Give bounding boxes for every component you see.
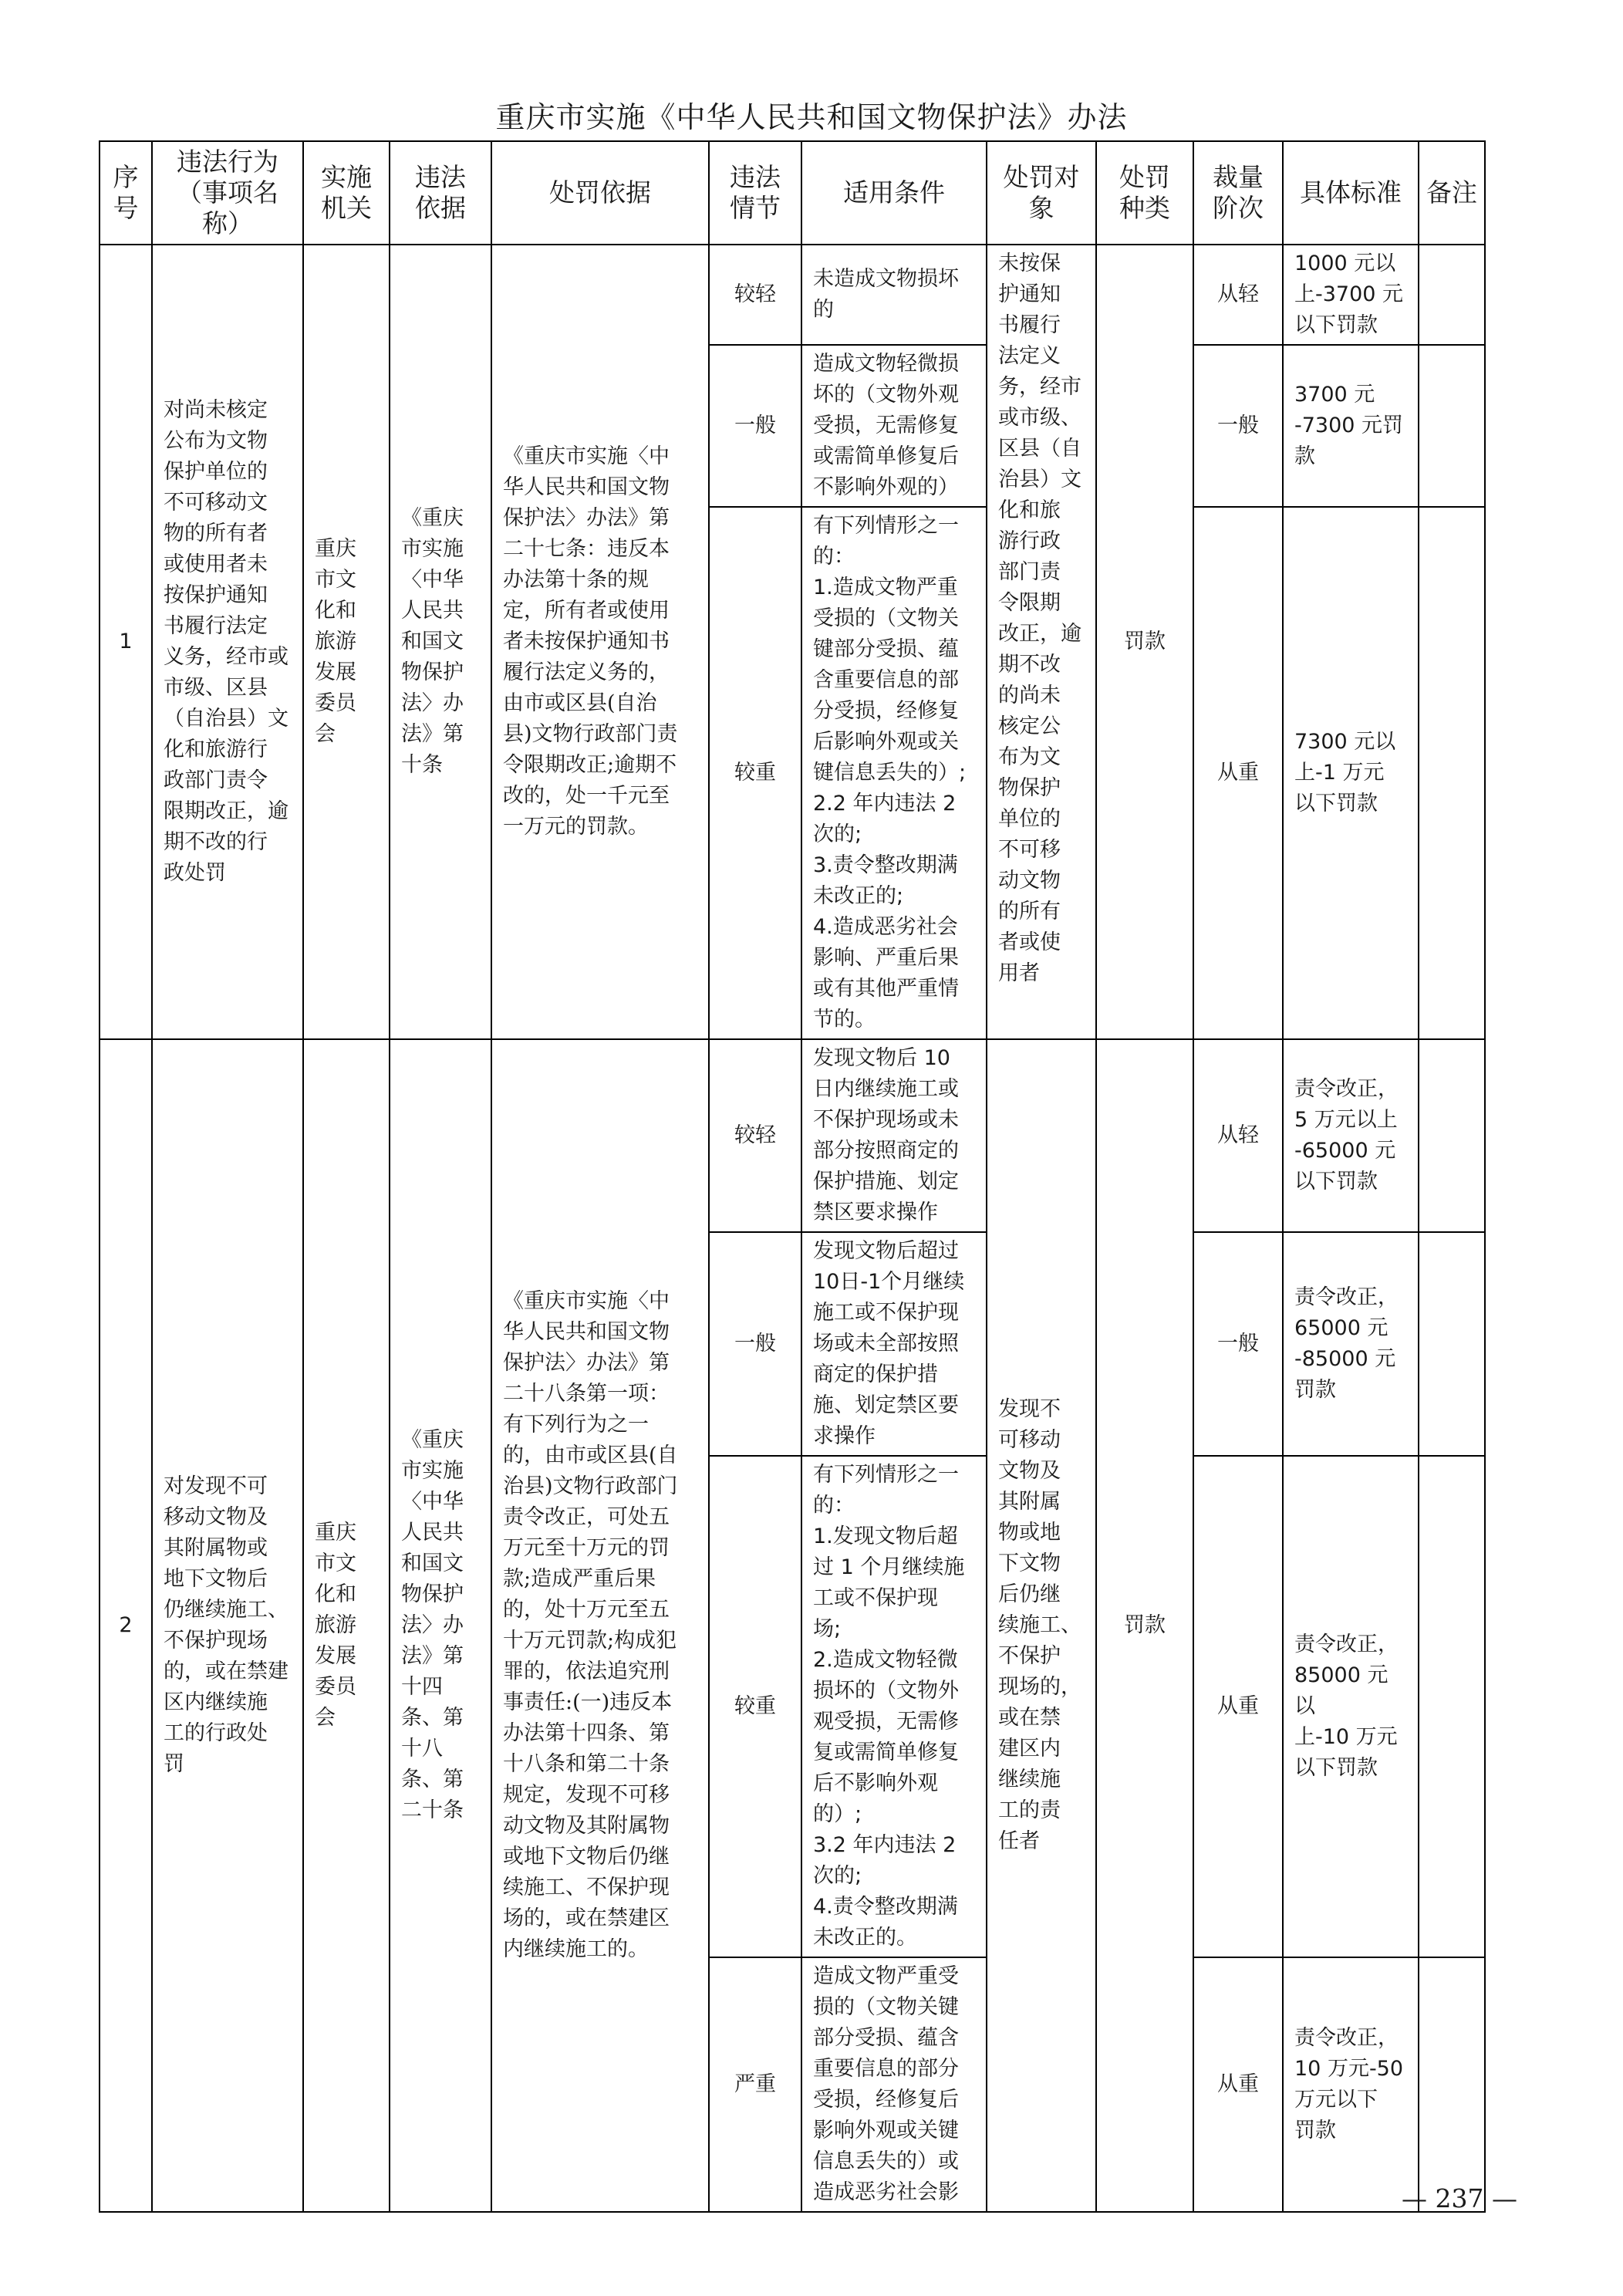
row-standard: 责令改正， 5 万元以上 -65000 元 以下罚款 — [1283, 1039, 1419, 1232]
row-condition: 有下列情形之一 的： 1.发现文物后超 过 1 个月继续施 工或不保护现 场; 2.造成文物轻微 损坏的（文物外 观受损，无需修 复或需简单修复 后不影响外观 的）; 3.2 年内违法 2 次的; 4.责令整改期满 未改正的。 — [801, 1456, 987, 1957]
header-kind: 处罚 种类 — [1096, 141, 1193, 245]
row-standard: 责令改正， 10 万元-50 万元以下 罚款 — [1283, 1957, 1419, 2212]
page-number: — 237 — — [1402, 2183, 1517, 2213]
header-act: 违法行为 （事项名 称） — [152, 141, 303, 245]
row-basis: 《重庆 市实施 〈中华 人民共 和国文 物保护 法〉办 法》第 十条 — [390, 245, 491, 1039]
row-circumstance: 一般 — [709, 1232, 801, 1456]
row-condition: 发现文物后 10 日内继续施工或 不保护现场或未 部分按照商定的 保护措施、划定 禁区要求操作 — [801, 1039, 987, 1232]
header-standard: 具体标准 — [1283, 141, 1419, 245]
row-kind: 罚款 — [1096, 1039, 1193, 2212]
row-condition: 发现文物后超过 10日-1个月继续 施工或不保护现 场或未全部按照 商定的保护措 施、划定禁区要 求操作 — [801, 1232, 987, 1456]
header-seq: 序 号 — [100, 141, 152, 245]
row-penalty-basis: 《重庆市实施〈中 华人民共和国文物 保护法〉办法》第 二十七条：违反本 办法第十条的规 定，所有者或使用 者未按保护通知书 履行法定义务的， 由市或区县(自治 县)文物行政部门责 令限期改正;逾期不 改的，处一千元至 一万元的罚款。 — [491, 245, 709, 1039]
row-remark — [1419, 1957, 1485, 2212]
row-standard: 责令改正， 85000 元以 上-10 万元 以下罚款 — [1283, 1456, 1419, 1957]
header-agency: 实施 机关 — [303, 141, 390, 245]
row-standard: 1000 元以 上-3700 元 以下罚款 — [1283, 245, 1419, 345]
row-act: 对发现不可 移动文物及 其附属物或 地下文物后 仍继续施工、 不保护现场 的，或在禁建 区内继续施 工的行政处 罚 — [152, 1039, 303, 2212]
row-standard: 责令改正， 65000 元 -85000 元 罚款 — [1283, 1232, 1419, 1456]
row-remark — [1419, 1039, 1485, 1232]
row-basis: 《重庆 市实施 〈中华 人民共 和国文 物保护 法〉办 法》第 十四 条、第 十八 条、第 二十条 — [390, 1039, 491, 2212]
row-agency: 重庆 市文 化和 旅游 发展 委员 会 — [303, 1039, 390, 2212]
row-seq: 1 — [100, 245, 152, 1039]
row-circumstance: 较轻 — [709, 245, 801, 345]
table-row — [100, 245, 1485, 345]
row-kind: 罚款 — [1096, 245, 1193, 1039]
row-remark — [1419, 1456, 1485, 1957]
row-level: 一般 — [1193, 345, 1283, 507]
row-level: 从重 — [1193, 1957, 1283, 2212]
row-condition: 造成文物轻微损 坏的（文物外观 受损，无需修复 或需简单修复后 不影响外观的） — [801, 345, 987, 507]
header-penalty-basis: 处罚依据 — [491, 141, 709, 245]
row-circumstance: 严重 — [709, 1957, 801, 2212]
header-row — [100, 141, 1485, 245]
row-condition: 有下列情形之一 的： 1.造成文物严重 受损的（文物关 键部分受损、蕴 含重要信息的部 分受损，经修复 后影响外观或关 键信息丢失的）; 2.2 年内违法 2 次的; 3.责令整改期满 未改正的; 4.造成恶劣社会 影响、严重后果 或有其他严重情 节的。 — [801, 507, 987, 1039]
row-condition: 造成文物严重受 损的（文物关键 部分受损、蕴含 重要信息的部分 受损，经修复后 影响外观或关键 信息丢失的）或 造成恶劣社会影 — [801, 1957, 987, 2212]
table-row — [100, 1039, 1485, 1232]
page-title: 重庆市实施《中华人民共和国文物保护法》办法 — [495, 100, 1128, 134]
header-circumstance: 违法 情节 — [709, 141, 801, 245]
row-circumstance: 较轻 — [709, 1039, 801, 1232]
row-remark — [1419, 507, 1485, 1039]
header-basis: 违法 依据 — [390, 141, 491, 245]
row-circumstance: 一般 — [709, 345, 801, 507]
row-level: 从重 — [1193, 1456, 1283, 1957]
row-remark — [1419, 1232, 1485, 1456]
row-penalty-basis: 《重庆市实施〈中 华人民共和国文物 保护法〉办法》第 二十八条第一项： 有下列行为之一 的，由市或区县(自 治县)文物行政部门 责令改正，可处五 万元至十万元的罚 款;造成严重后果 的，处十万元至五 十万元罚款;构成犯 罪的，依法追究刑 事责任:(一)违反本 办法第十四条、第 十八条和第二十条 规定，发现不可移 动文物及其附属物 或地下文物后仍继 续施工、不保护现 场的，或在禁建区 内继续施工的。 — [491, 1039, 709, 2212]
penalty-table — [99, 140, 1486, 2213]
row-seq: 2 — [100, 1039, 152, 2212]
header-target: 处罚对 象 — [987, 141, 1096, 245]
row-circumstance: 较重 — [709, 507, 801, 1039]
row-remark — [1419, 345, 1485, 507]
row-remark — [1419, 245, 1485, 345]
row-target: 未按保 护通知 书履行 法定义 务，经市 或市级、 区县（自 治县）文 化和旅 游行政 部门责 令限期 改正，逾 期不改 的尚未 核定公 布为文 物保护 单位的 不可移 动文物 的所有 者或使 用者 — [987, 245, 1096, 1039]
row-level: 从重 — [1193, 507, 1283, 1039]
row-standard: 7300 元以 上-1 万元 以下罚款 — [1283, 507, 1419, 1039]
header-condition: 适用条件 — [801, 141, 987, 245]
row-act: 对尚未核定 公布为文物 保护单位的 不可移动文 物的所有者 或使用者未 按保护通知 书履行法定 义务，经市或 市级、区县 （自治县）文 化和旅游行 政部门责令 限期改正，逾 期不改的行 政处罚 — [152, 245, 303, 1039]
row-level: 从轻 — [1193, 245, 1283, 345]
header-level: 裁量 阶次 — [1193, 141, 1283, 245]
row-condition: 未造成文物损坏 的 — [801, 245, 987, 345]
row-level: 从轻 — [1193, 1039, 1283, 1232]
row-target: 发现不 可移动 文物及 其附属 物或地 下文物 后仍继 续施工、 不保护 现场的， 或在禁 建区内 继续施 工的责 任者 — [987, 1039, 1096, 2212]
header-remark: 备注 — [1419, 141, 1485, 245]
row-standard: 3700 元 -7300 元罚 款 — [1283, 345, 1419, 507]
row-circumstance: 较重 — [709, 1456, 801, 1957]
row-level: 一般 — [1193, 1232, 1283, 1456]
row-agency: 重庆 市文 化和 旅游 发展 委员 会 — [303, 245, 390, 1039]
